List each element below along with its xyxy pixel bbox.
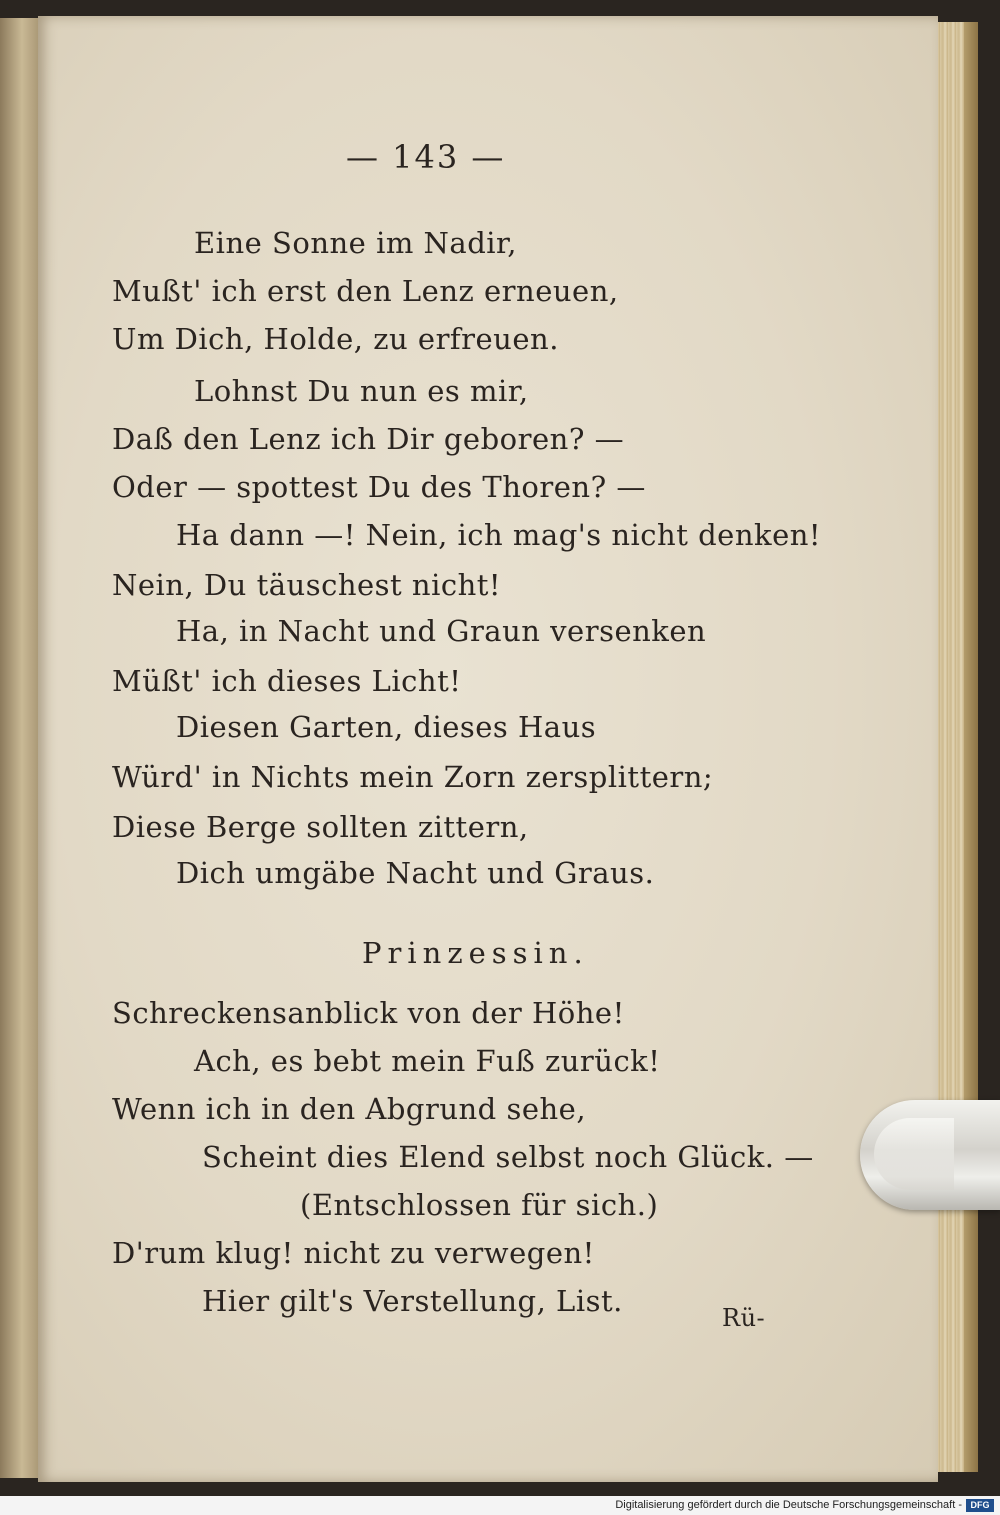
book-page [38, 16, 938, 1482]
facing-page-edge [0, 18, 40, 1478]
stage-direction: (Entschlossen für sich.) [300, 1188, 659, 1222]
verse-line: Wenn ich in den Abgrund sehe, [112, 1092, 587, 1126]
verse-line: Eine Sonne im Nadir, [194, 226, 517, 260]
verse-line: Schreckensanblick von der Höhe! [112, 996, 625, 1030]
page-clip [860, 1100, 1000, 1210]
dfg-logo-icon: DFG [966, 1499, 994, 1512]
verse-line: Daß den Lenz ich Dir geboren? — [112, 422, 625, 456]
page-text [38, 16, 938, 1482]
verse-line: Hier gilt's Verstellung, List. [202, 1284, 623, 1318]
verse-line: Mußt' ich erst den Lenz erneuen, [112, 274, 619, 308]
footer-bar [0, 1496, 1000, 1515]
verse-line: Lohnst Du nun es mir, [194, 374, 529, 408]
verse-line: Um Dich, Holde, zu erfreuen. [112, 322, 559, 356]
verse-line: Müßt' ich dieses Licht! [112, 664, 462, 698]
verse-line: Nein, Du täuschest nicht! [112, 568, 502, 602]
verse-line: Oder — spottest Du des Thoren? — [112, 470, 646, 504]
verse-line: D'rum klug! nicht zu verwegen! [112, 1236, 595, 1270]
verse-line: Dich umgäbe Nacht und Graus. [176, 856, 655, 890]
verse-line: Diese Berge sollten zittern, [112, 810, 529, 844]
page-number: — 143 — [346, 138, 506, 176]
funding-notice: Digitalisierung gefördert durch die Deutsche Forschungsgemeinschaft - [615, 1499, 962, 1511]
catchword: Rü- [722, 1304, 766, 1332]
verse-line: Diesen Garten, dieses Haus [176, 710, 597, 744]
verse-line: Ha, in Nacht und Graun versenken [176, 614, 707, 648]
speaker-heading: Prinzessin. [362, 936, 589, 970]
verse-line: Ha dann —! Nein, ich mag's nicht denken! [176, 518, 822, 552]
verse-line: Ach, es bebt mein Fuß zurück! [194, 1044, 661, 1078]
verse-line: Würd' in Nichts mein Zorn zersplittern; [112, 760, 714, 794]
verse-line: Scheint dies Elend selbst noch Glück. — [202, 1140, 814, 1174]
